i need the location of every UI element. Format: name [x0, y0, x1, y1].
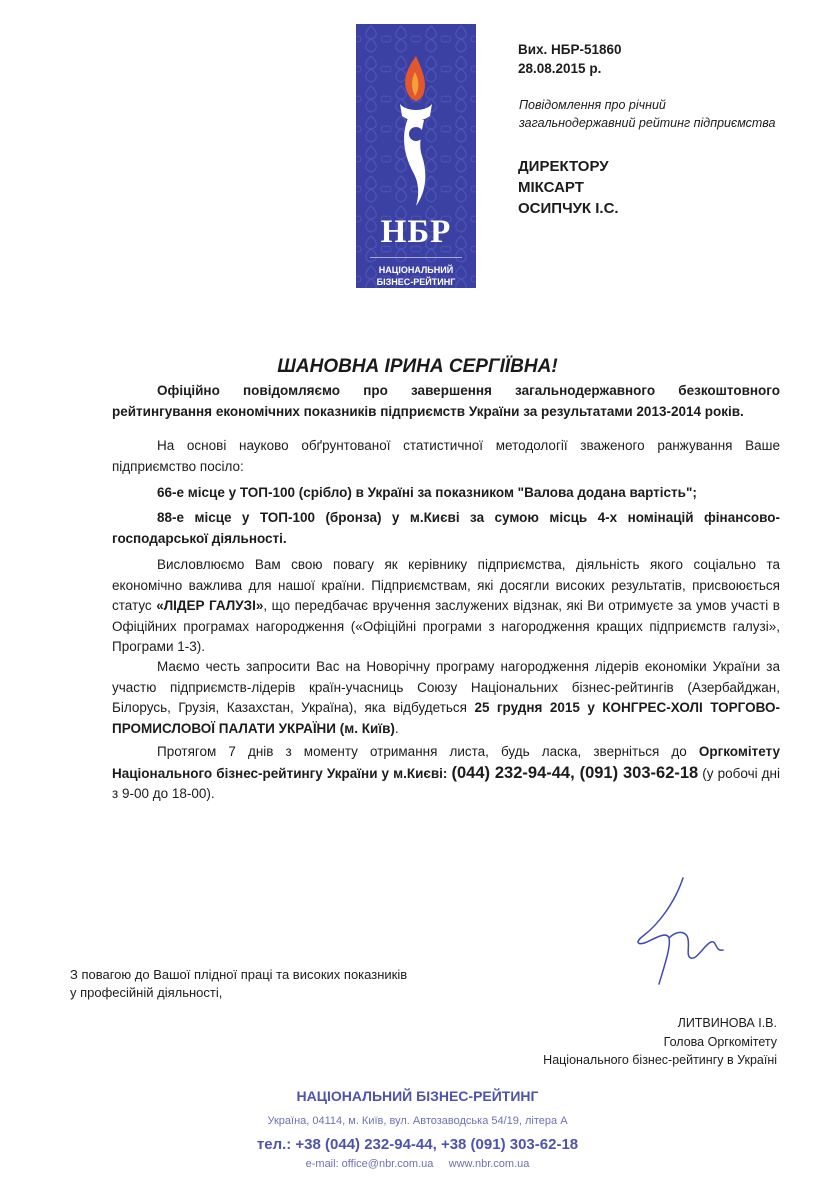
logo-abbreviation: НБР — [380, 214, 452, 250]
signer-block — [543, 1014, 777, 1070]
leader-status-text-a: Висловлюємо Вам свою повагу як керівнику підприємства, діяльність якого соціально та економічно важлива для нашої країни. Підприємствам, які досягли високих результатів, присвоюється статус — [112, 557, 780, 613]
addressee-name: ОСИПЧУК І.С. — [518, 200, 619, 217]
salutation: ШАНОВНА ІРИНА СЕРГІЇВНА! — [277, 356, 558, 377]
contact-text-c: (у робочі дні з 9-00 до 18-00). — [112, 765, 780, 801]
paragraph-rank-ukraine: 66-е місце у ТОП-100 (срібло) в Україні за показником "Валова додана вартість"; — [157, 485, 697, 500]
logo-divider — [370, 257, 462, 258]
logo-subtitle — [356, 264, 476, 288]
footer-phones: тел.: +38 (044) 232-94-44, +38 (091) 303-62-18 — [256, 1136, 579, 1153]
contact-committee: Оргкомітету Національного бізнес-рейтингу України у м.Києві: — [112, 744, 780, 781]
notice-line2: загальнодержавний рейтинг підприємства — [519, 116, 776, 130]
footer-contacts — [0, 1158, 835, 1170]
leader-status-title: «ЛІДЕР ГАЛУЗІ» — [156, 598, 264, 613]
signer-title: Голова Оргкомітету — [663, 1034, 777, 1049]
addressee-block — [518, 156, 619, 219]
invitation-event-date-venue: 25 грудня 2015 у КОНГРЕС-ХОЛІ ТОРГОВО-ПРОМИСЛОВОЇ ПАЛАТИ УКРАЇНИ (м. Київ) — [112, 700, 780, 736]
reference-number: Вих. НБР-51860 — [518, 42, 622, 57]
paragraph-contact — [112, 742, 780, 805]
contact-text-a: Протягом 7 днів з моменту отримання листа, будь ласка, зверніться до — [157, 744, 699, 759]
footer-email-link[interactable]: e-mail: office@nbr.com.ua — [305, 1158, 434, 1170]
paragraph-leader-status — [112, 555, 780, 658]
notice-subject — [519, 96, 776, 132]
notice-line1: Повідомлення про річний — [519, 98, 666, 112]
addressee-position: ДИРЕКТОРУ — [518, 158, 609, 175]
invitation-text-c: . — [394, 720, 399, 736]
footer-address: Україна, 04114, м. Київ, вул. Автозаводська 54/19, літера А — [267, 1115, 568, 1127]
leader-status-text-c: , що передбачає вручення заслужених відзнак, які Ви отримуєте за умов участі в Офіційних програмах нагородження («Офіційні програми з нагородження кращих підприємств галузі», Програми 1-3). — [112, 598, 780, 654]
footer-organization: НАЦІОНАЛЬНИЙ БІЗНЕС-РЕЙТИНГ — [296, 1088, 539, 1104]
paragraph-rank-kyiv: 88-е місце у ТОП-100 (бронза) у м.Києві за сумою місць 4-х номінацій фінансово-господарської діяльності. — [112, 510, 780, 546]
signer-organization: Національного бізнес-рейтингу в Україні — [543, 1053, 777, 1067]
regards-line1: З повагою до Вашої плідної праці та високих показників — [70, 967, 408, 982]
handwritten-signature — [625, 872, 735, 992]
invitation-text-a: Маємо честь запросити Вас на Новорічну програму нагородження лідерів економіки України за участю підприємств-лідерів країн-учасниць Союзу Національних бізнес-рейтингів (Азербайджан, Білорусь, Грузія, Казахстан, Україна), яка відбудеться — [112, 659, 780, 715]
nbr-logo-banner — [356, 24, 476, 288]
logo-subtitle-line1: НАЦІОНАЛЬНИЙ — [378, 265, 454, 275]
reference-date: 28.08.2015 р. — [518, 61, 602, 76]
outgoing-reference — [518, 40, 622, 78]
paragraph-announcement: Офіційно повідомляємо про завершення загальнодержавного безкоштовного рейтингування економічних показників підприємств України за результатами 2013-2014 років. — [112, 383, 780, 419]
paragraph-methodology: На основі науково обґрунтованої статистичної методології зваженого ранжування Ваше підприємство посіло: — [112, 438, 780, 474]
addressee-company: МІКСАРТ — [518, 179, 584, 196]
footer-website-link[interactable]: www.nbr.com.ua — [448, 1158, 530, 1170]
logo-subtitle-line2: БІЗНЕС-РЕЙТИНГ — [376, 277, 456, 287]
regards-block — [70, 966, 407, 1002]
paragraph-invitation — [112, 657, 780, 739]
regards-line2: у професійній діяльності, — [70, 985, 223, 1000]
contact-phones: (044) 232-94-44, (091) 303-62-18 — [451, 763, 699, 782]
signer-name: ЛИТВИНОВА І.В. — [677, 1016, 777, 1030]
